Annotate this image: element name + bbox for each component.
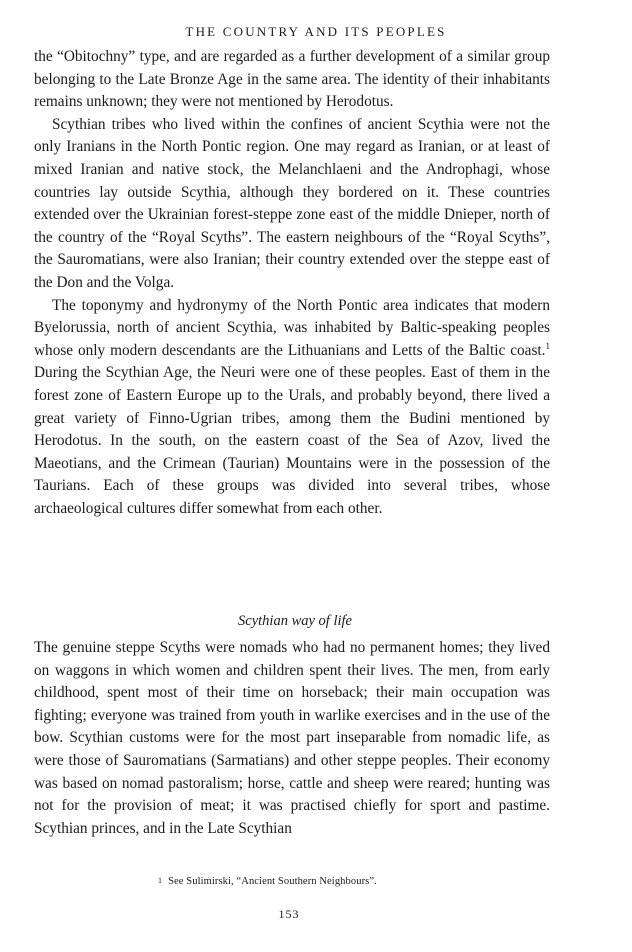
paragraph-continuation: the “Obitochny” type, and are regarded as a further development of a similar group belonging to the Late Bronze Age in the same area. The identity of their inhabitants remains unknown; they were not mentioned by Herodotus. bbox=[34, 48, 550, 111]
running-head: THE COUNTRY AND ITS PEOPLES bbox=[185, 24, 447, 39]
body-text-bottom bbox=[34, 637, 550, 840]
section-heading: Scythian way of life bbox=[238, 613, 352, 629]
footnote-reference: 1 bbox=[545, 340, 550, 351]
footnote-mark: 1 bbox=[158, 876, 163, 885]
page-number: 153 bbox=[278, 907, 300, 921]
footnote bbox=[158, 876, 598, 887]
paragraph-toponymy-part-2: During the Scythian Age, the Neuri were one of these peoples. East of them in the forest zone of Eastern Europe up to the Urals, and probably beyond, there lived a great variety of Finno-Ugrian tribes, among them the Budini mentioned by Herodotus. In the south, on the eastern coast of the Sea of Azov, lived the Maeotians, and the Crimean (Taurian) Mountains were in the possession of the Taurians. Each of these groups was divided into several tribes, whose archaeological cultures differ somewhat from each other. bbox=[34, 364, 550, 517]
paragraph-steppe-scyths: The genuine steppe Scyths were nomads who had no permanent homes; they lived on waggons in which women and children spent their lives. The men, from early childhood, spent most of their time on horseback; their main occupation was fighting; everyone was trained from youth in warlike exercises and in the use of the bow. Scythian customs were for the most part inseparable from nomadic life, as were those of Sauromatians (Sarmatians) and other steppe peoples. Their economy was based on nomad pastoralism; horse, cattle and sheep were reared; hunting was not for the provision of meat; it was practised chiefly for sport and pastime. Scythian princes, and in the Late Scythian bbox=[34, 639, 550, 837]
paragraph-toponymy-part-1: The toponymy and hydronymy of the North Pontic area indicates that modern Byelorussia, north of ancient Scythia, was inhabited by Baltic-speaking peoples whose only modern descendants are the Lithuanians and Letts of the Baltic coast. bbox=[34, 296, 550, 359]
paragraph-scythian-tribes: Scythian tribes who lived within the confines of ancient Scythia were not the only Iranians in the North Pontic region. One may regard as Iranian, or at least of mixed Iranian and native stock, the Melanchlaeni and the Androphagi, whose countries lay outside Scythia, although they bordered on it. These countries extended over the Ukrainian forest-steppe zone east of the middle Dnieper, north of the country of the “Royal Scyths”. The eastern neighbours of the “Royal Scyths”, the Sauromatians, were also Iranian; their country extended over the steppe east of the Don and the Volga. bbox=[34, 115, 550, 291]
paragraph-toponymy bbox=[34, 295, 550, 521]
footnote-text: See Sulimirski, “Ancient Southern Neighbours”. bbox=[168, 876, 377, 887]
body-text-top bbox=[34, 46, 550, 520]
